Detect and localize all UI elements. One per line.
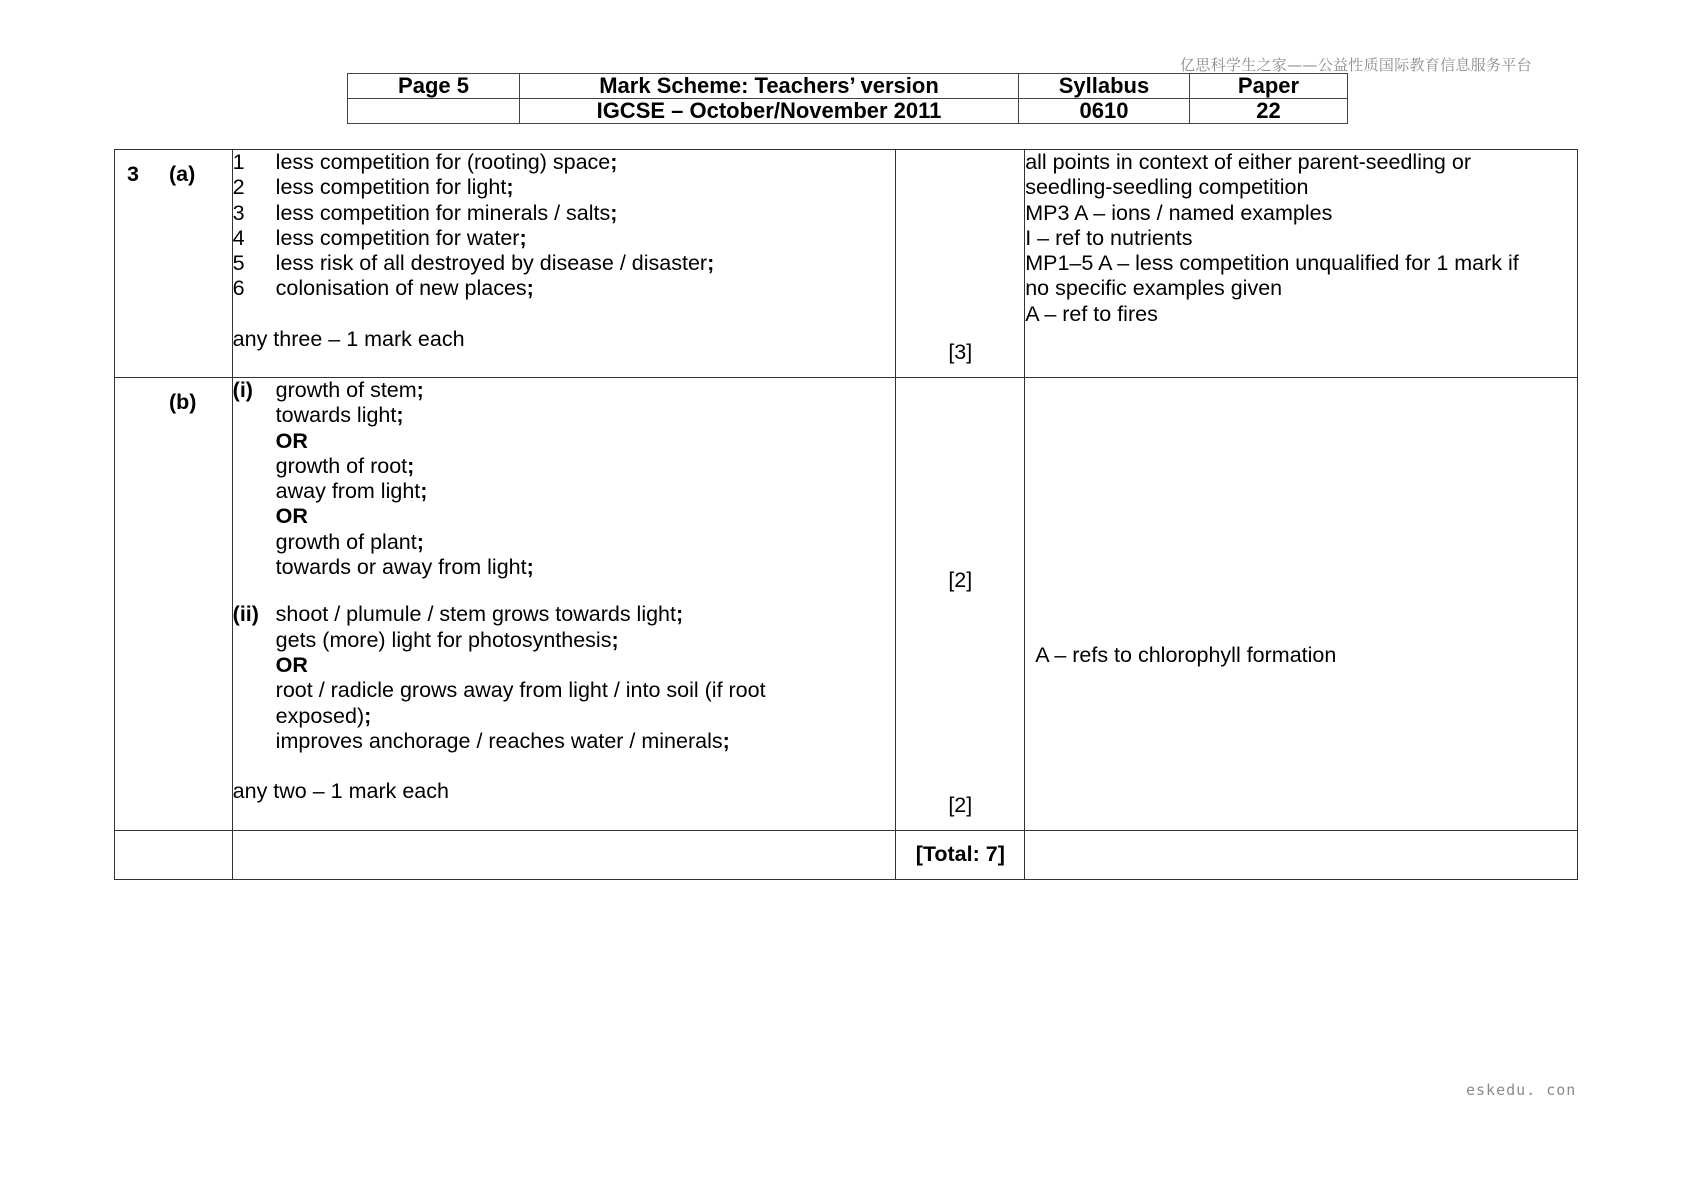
marks-cell xyxy=(896,150,1025,378)
mark-scheme-table xyxy=(114,149,1578,880)
marking-point xyxy=(233,175,896,200)
point-text-body: less competition for water xyxy=(275,225,520,250)
answer-line xyxy=(276,704,766,729)
answer-line-text: growth of stem xyxy=(275,378,417,402)
answer-line xyxy=(276,454,534,479)
point-text-body: less competition for minerals / salts xyxy=(275,200,611,225)
header-empty-cell xyxy=(348,99,520,124)
answer-line xyxy=(276,678,766,703)
answer-cell xyxy=(232,378,896,831)
exam-session: IGCSE – October/November 2011 xyxy=(520,99,1019,124)
answer-line-text: towards or away from light xyxy=(275,555,527,580)
guidance-line: MP3 A – ions / named examples xyxy=(1025,200,1333,225)
marking-point xyxy=(233,150,896,175)
mark-separator: ; xyxy=(526,555,534,580)
answer-cell xyxy=(232,150,896,378)
question-part: (b) xyxy=(169,390,197,414)
point-text xyxy=(276,251,715,276)
question-3a-row xyxy=(115,150,1578,378)
mark-separator: ; xyxy=(722,728,730,753)
question-part: (a) xyxy=(169,162,196,186)
mark-summary: any three – 1 mark each xyxy=(232,326,465,351)
marks-value-ii: [2] xyxy=(948,793,973,817)
subpart-ii xyxy=(233,602,896,754)
mark-separator: ; xyxy=(416,529,424,554)
answer-line-text: exposed) xyxy=(275,703,365,728)
mark-separator: ; xyxy=(506,175,514,200)
watermark-bottom: eskedu. con xyxy=(1466,1081,1577,1099)
syllabus-label: Syllabus xyxy=(1019,74,1190,99)
marking-point xyxy=(233,251,896,276)
point-number: 4 xyxy=(232,225,245,250)
mark-separator: ; xyxy=(396,403,404,428)
answer-line xyxy=(276,530,534,555)
point-text-body: less competition for (rooting) space xyxy=(275,150,611,174)
empty-cell xyxy=(115,831,233,880)
mark-summary: any two – 1 mark each xyxy=(232,779,449,804)
question-cell xyxy=(115,150,233,378)
answer-line xyxy=(276,403,534,428)
marking-points-list xyxy=(233,150,896,302)
marks-value-i: [2] xyxy=(948,568,973,592)
subpart-ii-lines xyxy=(276,602,766,754)
point-text-body: colonisation of new places xyxy=(275,276,527,301)
page-number: Page 5 xyxy=(348,74,520,99)
point-text xyxy=(276,226,527,251)
marks-cell xyxy=(896,378,1025,831)
page-header-table xyxy=(347,73,1348,124)
guidance-list xyxy=(1025,150,1577,327)
mark-scheme-title: Mark Scheme: Teachers’ version xyxy=(520,74,1019,99)
point-text xyxy=(276,150,618,175)
answer-line-text: shoot / plumule / stem grows towards light xyxy=(275,602,676,627)
guidance-line: seedling-seedling competition xyxy=(1025,175,1309,200)
guidance-cell xyxy=(1025,150,1578,378)
mark-separator: ; xyxy=(416,378,424,402)
guidance-cell xyxy=(1025,378,1578,831)
subpart-i xyxy=(233,378,896,580)
total-row xyxy=(115,831,1578,880)
paper-label: Paper xyxy=(1190,74,1348,99)
point-text-body: less risk of all destroyed by disease / disaster xyxy=(275,251,708,276)
mark-separator: ; xyxy=(364,703,372,728)
question-3b-row xyxy=(115,378,1578,831)
answer-line xyxy=(276,555,534,580)
point-number: 5 xyxy=(232,251,245,276)
guidance-line: all points in context of either parent-seedling or xyxy=(1025,150,1471,174)
mark-separator: ; xyxy=(707,251,715,276)
answer-line-text: improves anchorage / reaches water / minerals xyxy=(275,728,723,753)
guidance-line: A – ref to fires xyxy=(1025,301,1158,326)
mark-separator: ; xyxy=(420,479,428,504)
or-separator: OR xyxy=(275,428,308,453)
point-number: 1 xyxy=(232,150,245,174)
answer-line xyxy=(276,602,766,627)
question-number: 3 xyxy=(127,162,139,186)
point-text xyxy=(276,201,618,226)
watermark-top: 亿思科学生之家——公益性质国际教育信息服务平台 xyxy=(1180,56,1532,74)
subpart-label: (i) xyxy=(232,378,253,402)
guidance-text: A – refs to chlorophyll formation xyxy=(1035,643,1337,667)
total-marks: [Total: 7] xyxy=(896,831,1025,880)
subpart-label: (ii) xyxy=(232,602,259,627)
answer-line-text: away from light xyxy=(275,479,421,504)
answer-line-text: gets (more) light for photosynthesis xyxy=(275,627,612,652)
point-text-body: less competition for light xyxy=(275,175,507,200)
mark-separator: ; xyxy=(611,627,619,652)
marks-value: [3] xyxy=(948,340,973,364)
empty-cell xyxy=(232,831,896,880)
mark-separator: ; xyxy=(526,276,534,301)
answer-line-text: towards light xyxy=(275,403,397,428)
empty-cell xyxy=(1025,831,1578,880)
syllabus-code: 0610 xyxy=(1019,99,1190,124)
answer-line xyxy=(276,729,766,754)
guidance-line: MP1–5 A – less competition unqualified for 1 mark if xyxy=(1025,251,1519,276)
or-separator: OR xyxy=(275,652,308,677)
mark-separator: ; xyxy=(610,200,618,225)
marking-point xyxy=(233,201,896,226)
answer-line xyxy=(276,479,534,504)
point-number: 2 xyxy=(232,175,245,200)
mark-separator: ; xyxy=(519,225,527,250)
point-number: 6 xyxy=(232,276,245,301)
point-text xyxy=(276,175,514,200)
answer-line xyxy=(276,628,766,653)
answer-line-text: growth of plant xyxy=(275,529,417,554)
guidance-line: no specific examples given xyxy=(1025,276,1283,301)
point-text xyxy=(276,276,534,301)
answer-line-text: growth of root xyxy=(275,453,408,478)
guidance-line: I – ref to nutrients xyxy=(1025,225,1193,250)
mark-separator: ; xyxy=(675,602,684,627)
paper-number: 22 xyxy=(1190,99,1348,124)
or-separator: OR xyxy=(275,504,308,529)
answer-line xyxy=(276,378,534,403)
point-number: 3 xyxy=(232,200,245,225)
subpart-i-lines xyxy=(276,378,534,580)
marking-point xyxy=(233,226,896,251)
answer-line-text: root / radicle grows away from light / into soil (if root xyxy=(275,678,766,703)
marking-point xyxy=(233,276,896,301)
mark-separator: ; xyxy=(610,150,618,174)
question-cell xyxy=(115,378,233,831)
mark-separator: ; xyxy=(407,453,415,478)
